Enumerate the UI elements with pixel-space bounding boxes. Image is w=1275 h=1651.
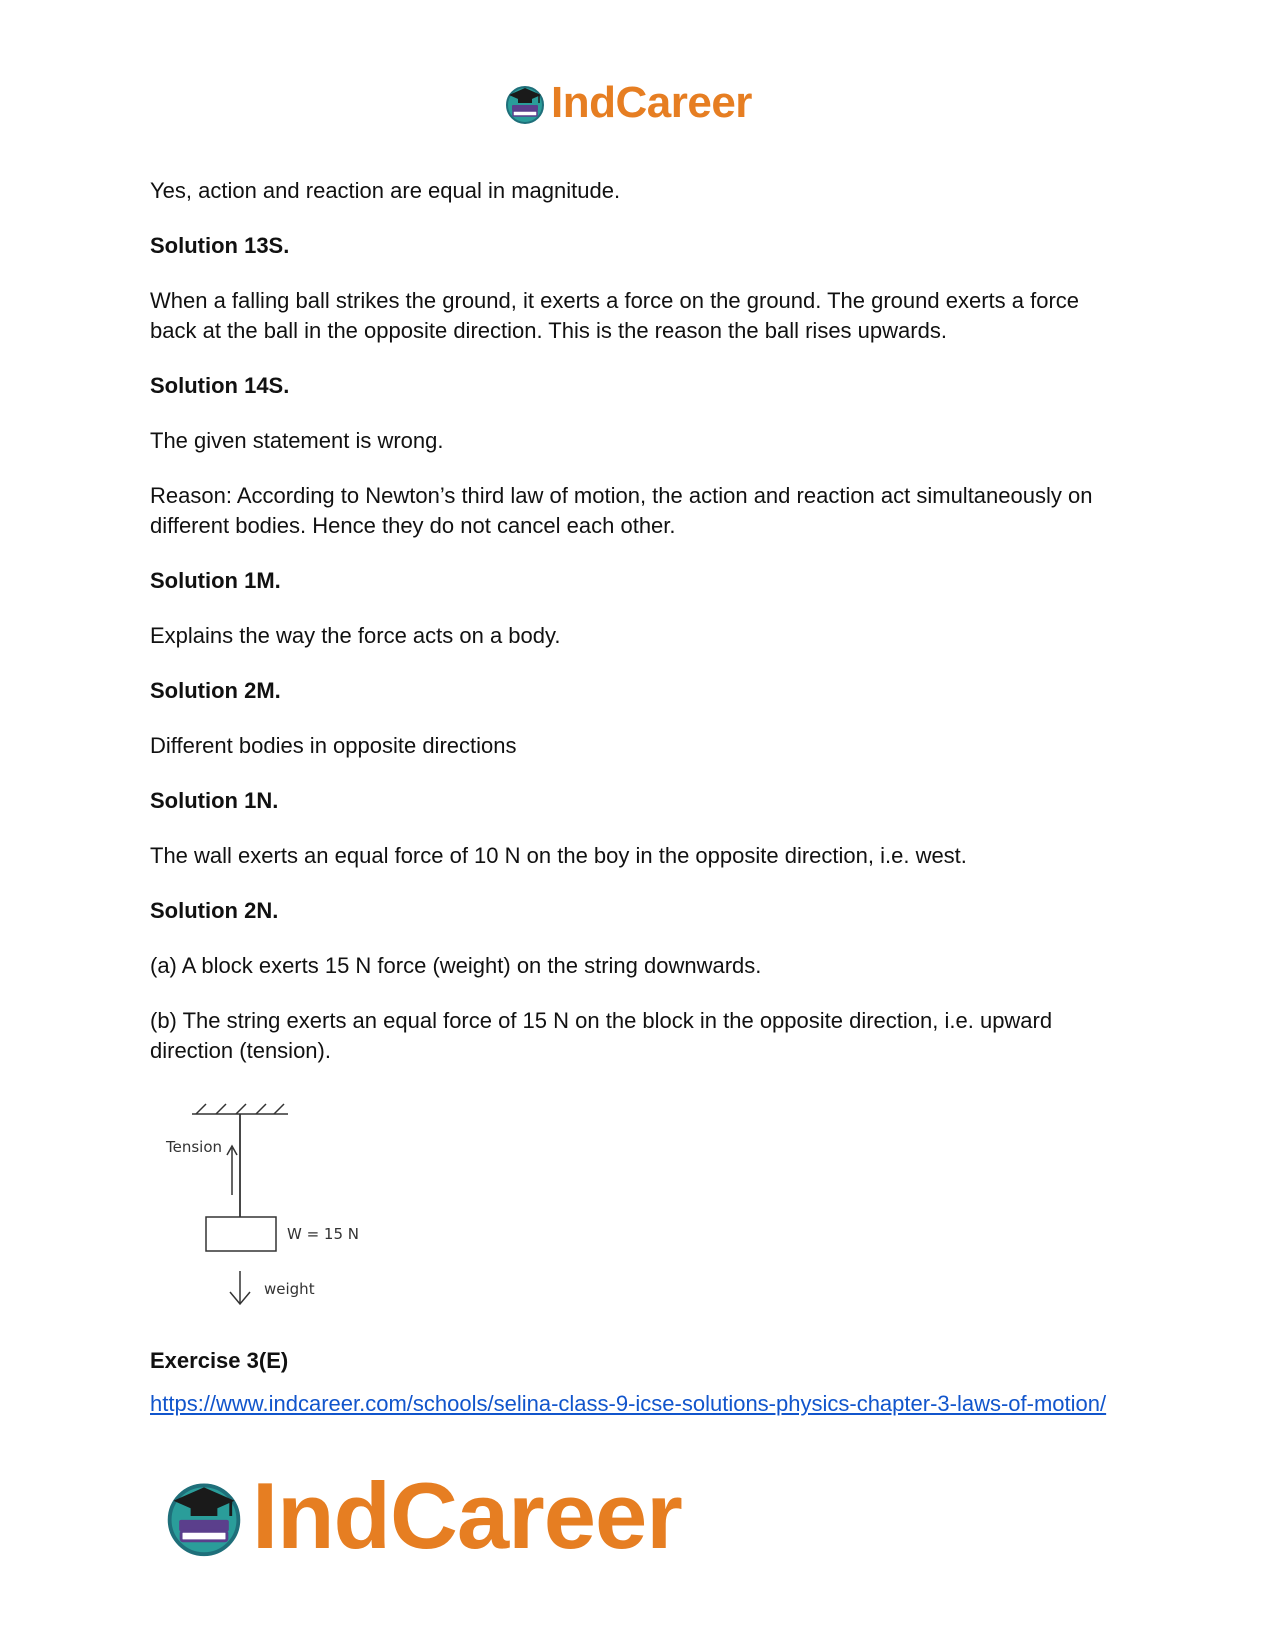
answer-text: The wall exerts an equal force of 10 N on the boy in the opposite direction, i.e. west. xyxy=(150,843,967,868)
answer-text: Reason: According to Newton’s third law of motion, the action and reaction act simultaneously on different bodies. Hence they do not cancel each other. xyxy=(150,483,1093,538)
tension-weight-diagram xyxy=(160,1100,360,1310)
graduation-cap-books-globe-icon xyxy=(162,1474,246,1558)
solution-heading: Solution 14S. xyxy=(150,373,290,398)
document-body xyxy=(150,176,1130,1066)
tension-arrow xyxy=(227,1146,237,1195)
solution-heading: Solution 2N. xyxy=(150,898,279,923)
answer-text: (a) A block exerts 15 N force (weight) on the string downwards. xyxy=(150,953,762,978)
footer-logo xyxy=(162,1463,682,1568)
answer-text: The given statement is wrong. xyxy=(150,428,444,453)
solution-heading: Solution 2M. xyxy=(150,678,281,703)
answer-text: Different bodies in opposite directions xyxy=(150,733,517,758)
hanging-block xyxy=(206,1217,276,1251)
answer-text: (b) The string exerts an equal force of 15 N on the block in the opposite direction, i.e. upward direction (tension). xyxy=(150,1008,1053,1063)
header-logo xyxy=(503,78,752,128)
answer-text: When a falling ball strikes the ground, it exerts a force on the ground. The ground exerts a force back at the ball in the opposite direction. This is the reason the ball rises upwards. xyxy=(150,288,1080,343)
weight-value-label: W = 15 N xyxy=(287,1225,360,1243)
weight-label: weight xyxy=(264,1280,315,1298)
graduation-cap-books-globe-icon xyxy=(503,81,547,125)
tension-label: Tension xyxy=(166,1138,223,1156)
logo-text: IndCareer xyxy=(551,78,752,127)
answer-text: Explains the way the force acts on a body. xyxy=(150,623,561,648)
weight-arrow xyxy=(230,1271,250,1304)
solution-heading: Solution 1N. xyxy=(150,788,279,813)
solution-heading: Solution 13S. xyxy=(150,233,290,258)
exercise-label: Exercise 3(E) xyxy=(150,1348,289,1373)
exercise-link[interactable]: https://www.indcareer.com/schools/selina-class-9-icse-solutions-physics-chapter-3-laws-of-motion/ xyxy=(150,1391,1107,1416)
logo-text: IndCareer xyxy=(252,1463,682,1568)
solution-heading: Solution 1M. xyxy=(150,568,281,593)
ceiling-support xyxy=(192,1104,288,1114)
answer-text: Yes, action and reaction are equal in magnitude. xyxy=(150,178,621,203)
